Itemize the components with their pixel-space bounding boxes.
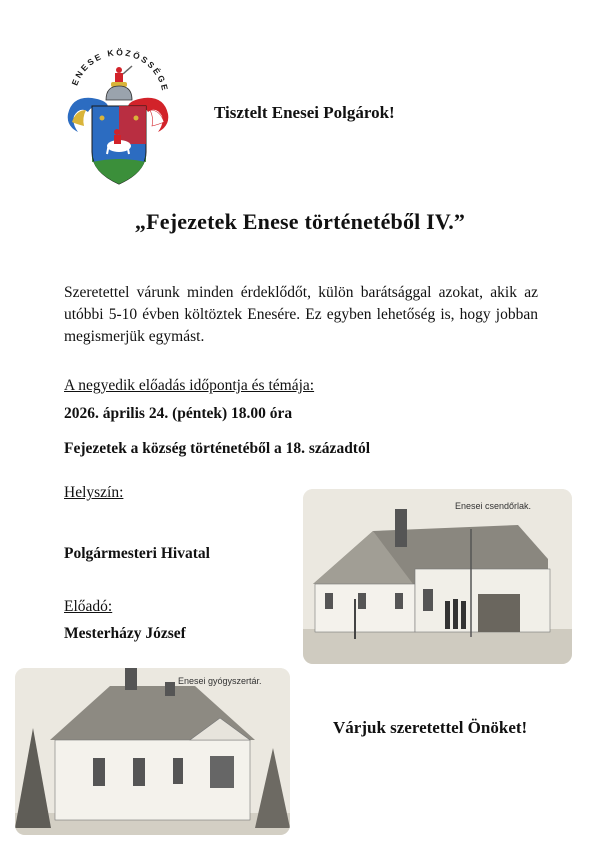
coat-of-arms-logo: [62, 44, 174, 189]
venue-value: Polgármesteri Hivatal: [64, 545, 210, 562]
event-datetime: 2026. április 24. (péntek) 18.00 óra: [64, 405, 293, 422]
event-heading: A negyedik előadás időpontja és témája:: [64, 377, 315, 394]
photo-caption: Enesei gyógyszertár.: [178, 676, 262, 686]
gendarmerie-house-photo: [303, 489, 572, 664]
venue-label: Helyszín:: [64, 484, 124, 501]
presenter-value: Mesterházy József: [64, 625, 186, 642]
event-title: „Fejezetek Enese történetéből IV.”: [134, 209, 466, 234]
crest-ring-text: ENESE KÖZÖSSÉGE: [69, 47, 171, 94]
pharmacy-illustration: [15, 668, 290, 835]
crest-icon: [62, 44, 174, 189]
event-topic: Fejezetek a község történetéből a 18. századtól: [64, 440, 371, 457]
greeting-heading: Tisztelt Enesei Polgárok!: [214, 103, 395, 122]
presenter-label: Előadó:: [64, 598, 113, 615]
pharmacy-photo: [15, 668, 290, 835]
house-illustration: [303, 489, 572, 664]
photo-caption: Enesei csendőrlak.: [455, 501, 532, 511]
intro-paragraph: Szeretettel várunk minden érdeklődőt, külön barátsággal azokat, akik az utóbbi 5-10 évben költöztek Enesére. Ez egyben lehetőség is, hogy jobban megismerjük egymást.: [64, 284, 538, 345]
closing-message: Várjuk szeretettel Önöket!: [333, 718, 528, 737]
